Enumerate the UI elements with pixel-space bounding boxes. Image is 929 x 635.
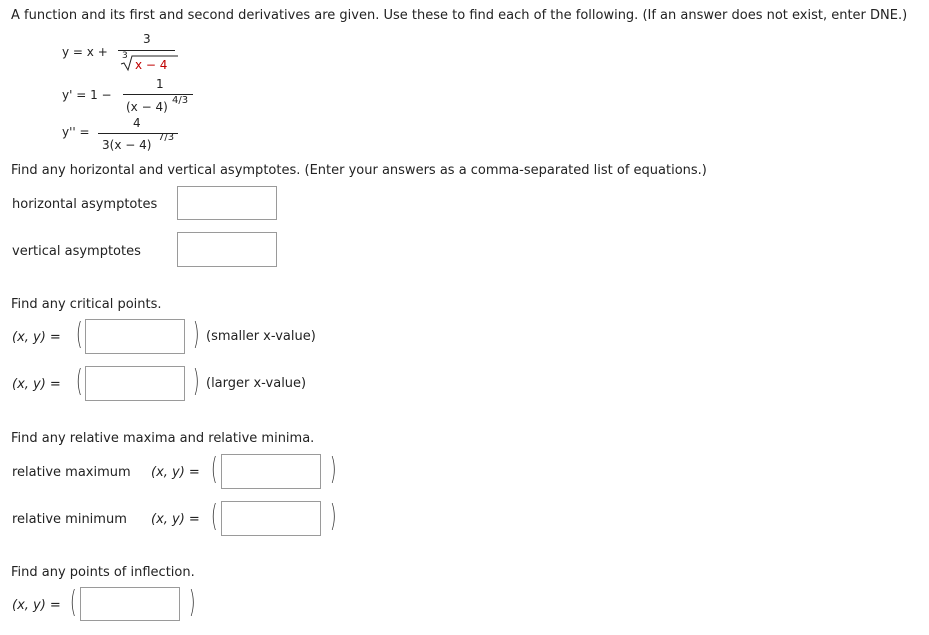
equation-y1-numerator: 1 [156, 77, 164, 91]
relative-minimum-label: relative minimum [12, 512, 127, 527]
relative-maximum-input[interactable] [221, 454, 321, 489]
equation-y-radicand-rest: − 4 [142, 58, 168, 72]
equation-y1-exponent: 4/3 [172, 95, 189, 106]
inflection-point-input[interactable] [80, 587, 180, 621]
critical-point-2-input[interactable] [85, 366, 185, 401]
close-paren-icon: ) [193, 317, 200, 352]
equation-y-root-index: 3 [122, 51, 128, 61]
equation-y2-numerator: 4 [133, 116, 141, 130]
close-paren-icon: ) [189, 585, 196, 620]
open-paren-icon: ( [76, 364, 83, 399]
critical-point-1-xy-label: (x, y) = [12, 330, 61, 345]
relative-minimum-xy-label: (x, y) = [151, 512, 200, 527]
asymptotes-prompt: Find any horizontal and vertical asymptotes. (Enter your answers as a comma-separated list of equations.) [11, 163, 707, 178]
critical-point-1-note: (smaller x-value) [206, 329, 316, 344]
equation-y2-exponent: 7/3 [158, 132, 175, 143]
vertical-asymptotes-label: vertical asymptotes [12, 244, 141, 259]
extrema-prompt: Find any relative maxima and relative minima. [11, 431, 315, 446]
relative-maximum-xy-label: (x, y) = [151, 465, 200, 480]
open-paren-icon: ( [70, 585, 77, 620]
close-paren-icon: ) [330, 452, 337, 487]
relative-minimum-input[interactable] [221, 501, 321, 536]
critical-point-1-input[interactable] [85, 319, 185, 354]
vertical-asymptotes-input[interactable] [177, 232, 277, 267]
horizontal-asymptotes-input[interactable] [177, 186, 277, 220]
equation-y-lhs: y = x + [62, 45, 108, 59]
equation-y-numerator: 3 [143, 32, 151, 46]
equation-y2-denominator: 3(x − 4) [102, 138, 152, 152]
critical-point-2-xy-label: (x, y) = [12, 377, 61, 392]
open-paren-icon: ( [211, 452, 218, 487]
open-paren-icon: ( [76, 317, 83, 352]
close-paren-icon: ) [193, 364, 200, 399]
inflection-prompt: Find any points of inflection. [11, 565, 195, 580]
critical-point-2-note: (larger x-value) [206, 376, 307, 391]
close-paren-icon: ) [330, 499, 337, 534]
equation-y1-lhs: y' = 1 − [62, 88, 112, 102]
equation-y-radicand [135, 58, 167, 72]
equation-y-radicand-x: x [135, 58, 143, 72]
relative-maximum-label: relative maximum [12, 465, 131, 480]
horizontal-asymptotes-label: horizontal asymptotes [12, 197, 158, 212]
critical-points-prompt: Find any critical points. [11, 297, 162, 312]
equation-y2-lhs: y'' = [62, 125, 90, 139]
inflection-xy-label: (x, y) = [12, 598, 61, 613]
open-paren-icon: ( [211, 499, 218, 534]
intro-text: A function and its first and second derivatives are given. Use these to find each of the following. (If an answer does not exist, enter DNE.) [11, 8, 908, 23]
equation-y1-denominator: (x − 4) [126, 100, 168, 114]
